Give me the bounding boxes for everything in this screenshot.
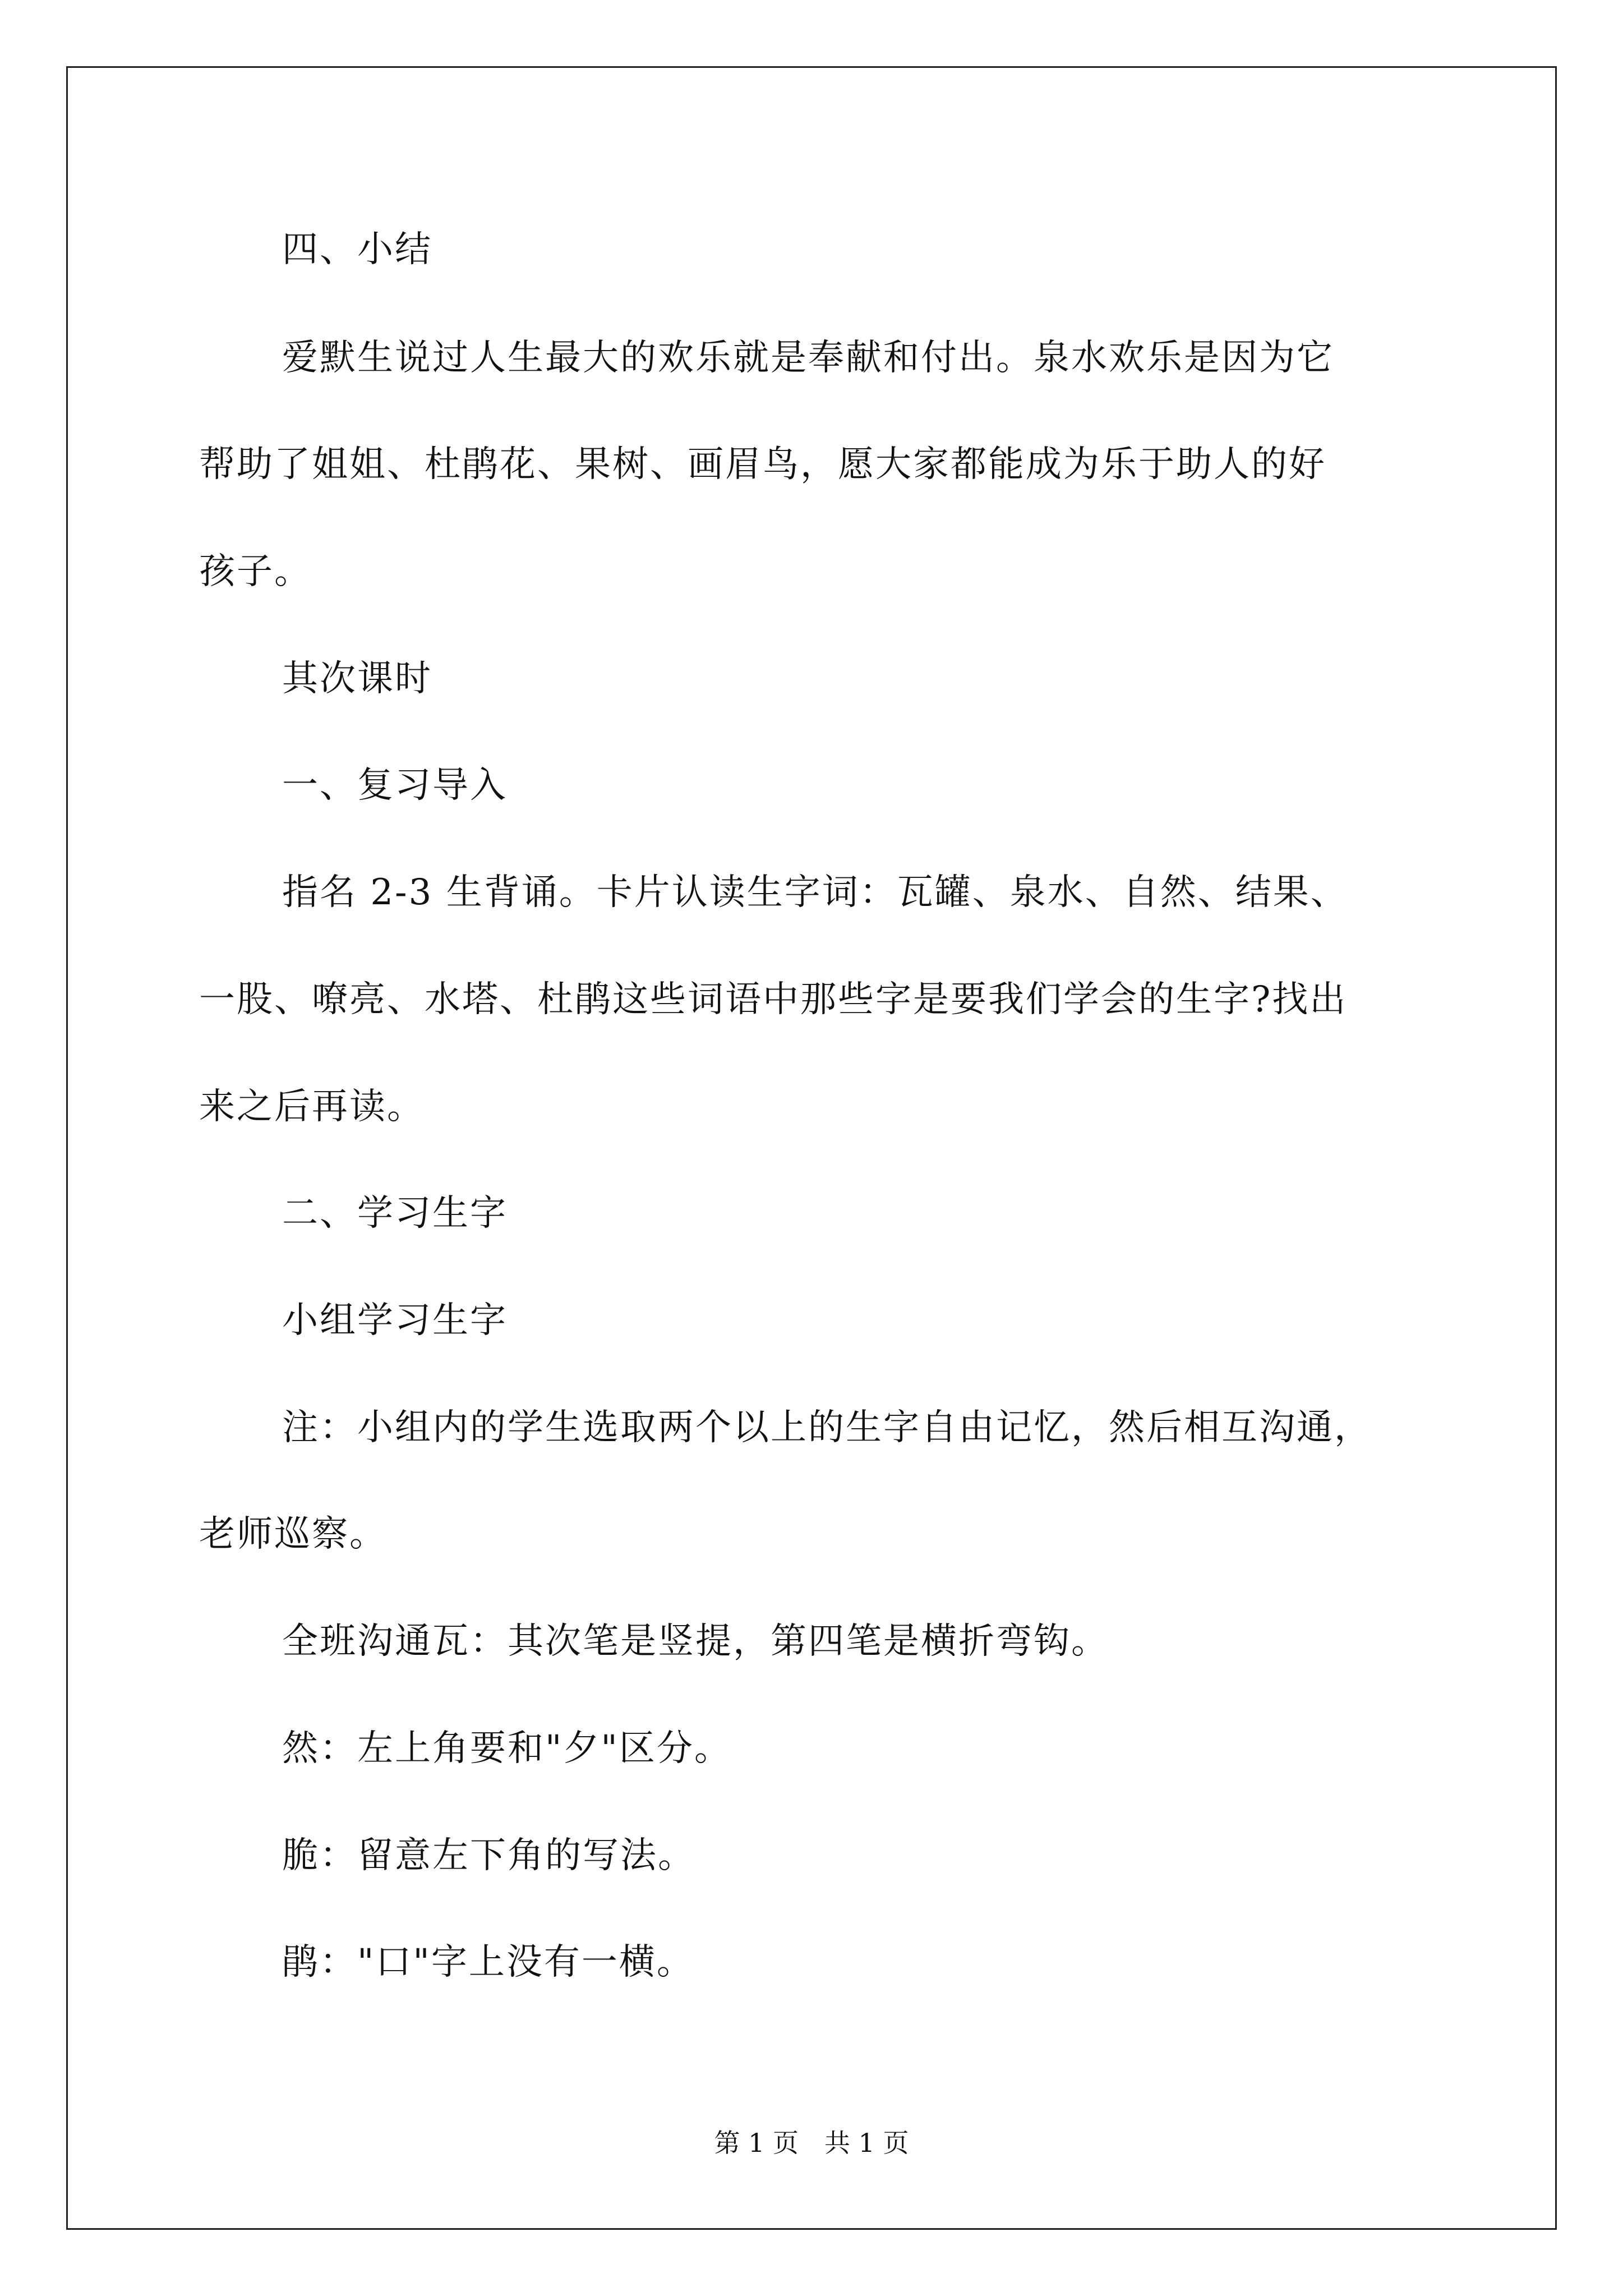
paragraph-line: 脆：留意左下角的写法。: [282, 1835, 695, 1876]
paragraph-line: 孩子。: [199, 551, 312, 592]
paragraph-line: 指名 2-3 生背诵。卡片认读生字词：瓦罐、泉水、自然、结果、: [282, 872, 1348, 913]
paragraph-line: 来之后再读。: [199, 1086, 425, 1128]
paragraph-line: 鹃："口"字上没有一横。: [282, 1941, 694, 1983]
page-border: [66, 66, 1557, 2230]
paragraph-line: 然：左上角要和"夕"区分。: [282, 1728, 732, 1769]
section-heading-summary: 四、小结: [282, 229, 432, 270]
paragraph-line: 全班沟通瓦：其次笔是竖提，第四笔是横折弯钩。: [282, 1621, 1109, 1662]
section-heading-learn-characters: 二、学习生字: [282, 1193, 508, 1234]
page-number-footer: 第 1 页 共 1 页: [714, 2128, 909, 2158]
paragraph-line: 注：小组内的学生选取两个以上的生字自由记忆，然后相互沟通，: [282, 1407, 1372, 1448]
section-heading-review: 一、复习导入: [282, 765, 508, 806]
section-heading-second-lesson: 其次课时: [282, 658, 432, 700]
paragraph-line: 小组学习生字: [282, 1300, 508, 1341]
paragraph-line: 老师巡察。: [199, 1513, 387, 1555]
paragraph-line: 一股、嘹亮、水塔、杜鹃这些词语中那些字是要我们学会的生字?找出: [199, 979, 1348, 1020]
paragraph-line: 爱默生说过人生最大的欢乐就是奉献和付出。泉水欢乐是因为它: [282, 337, 1334, 379]
paragraph-line: 帮助了姐姐、杜鹃花、果树、画眉鸟，愿大家都能成为乐于助人的好: [199, 444, 1326, 485]
